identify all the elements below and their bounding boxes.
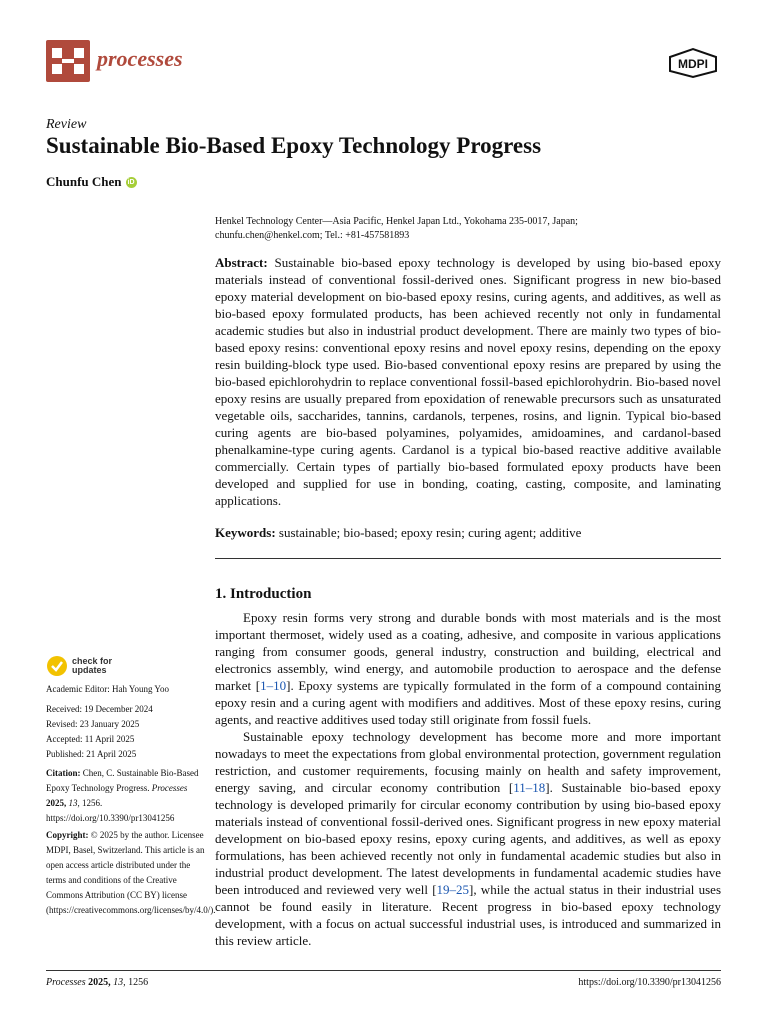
paragraph-text: ], while the actual status in their industrial uses cannot be found easily in literature. Recent progress in bio-based epoxy technology development, with a focus on actual successful industrial uses, is introduced and summarized in this review article. (215, 882, 722, 948)
author-name[interactable]: Chunfu Chen (46, 174, 122, 189)
copyright-label: Copyright: (46, 830, 89, 840)
paragraph-text: Sustainable epoxy technology development has become more and more important nowadays to meet the expectations from global environmental protection, government regulation restriction, and customer requirements, focusing mainly on health and safety improvement, energy saving, and circular economy contribution [ (215, 729, 721, 795)
check-updates-label: updates (72, 665, 107, 675)
keywords-text: sustainable; bio-based; epoxy resin; curing agent; additive (278, 525, 582, 540)
paragraph-text: ]. Sustainable bio-based epoxy technology is developed primarily for circular economy contribution by using bio-based epoxy materials instead of conventional fossil-derived ones. Significant progress in new epoxy material development on bio-based epoxy resins, epoxy curing agents, and additives, as well as epoxy formulations, has been achieved recently not only in fundamental academic studies but also in industrial product development. The latest developments in fundamental academic studies have been introduced and reviewed very well [ (215, 780, 721, 897)
keywords-label: Keywords: (215, 525, 276, 540)
keywords (215, 524, 721, 541)
abstract-label: Abstract: (215, 255, 268, 270)
copyright-text: © 2025 by the author. Licensee MDPI, Basel, Switzerland. This article is an open access article distributed under the terms and conditions of the Creative Commons Attribution (CC BY) license (https://creativecommons.org/licenses/by/4.0/). (46, 830, 216, 915)
affiliation (215, 215, 721, 243)
citation-label: Citation: (46, 768, 81, 778)
abstract-text: Sustainable bio-based epoxy technology is developed by using bio-based epoxy materials instead of conventional fossil-derived ones. Significant progress in new bio-based epoxy material development on bio-based epoxy resins, curing agents, and additives, as well as bio-based epoxy formulated products, has been achieved recently not only in fundamental academic studies but also in industrial product development. There are mainly two types of bio-based epoxy resins: conventional epoxy resins and novel epoxy resins, depending on the epoxy resin building-block type used. Bio-based conventional epoxy resins are prepared by using the bio-based epichlorohydrin to replace conventional fossil-based epichlorohydrin. Bio-based novel epoxy resins are usually prepared from epoxidation of renewable precursors such as unsaturated vegetable oils, saccharides, tannins, cardanols, terpenes, rosins, and lignin. Typical bio-based curing agents are bio-based polyamines, polyamides, amidoamines, and cardanol-based phenalkamine-type curing agents. Cardanol is a typical bio-based reactive additive available commercially. Certain types of partially bio-based formulated epoxy products have been developed and supplied for use in bonding, coating, casting, composite, and laminating applications. (215, 255, 722, 508)
citation-block (46, 766, 206, 826)
section-divider (215, 558, 721, 559)
citation-volume: 13, (68, 798, 80, 808)
orcid-icon[interactable]: iD (127, 178, 135, 186)
article-title: Sustainable Bio-Based Epoxy Technology Progress (46, 133, 542, 158)
citation-year: 2025, (46, 798, 67, 808)
revised-date: Revised: 23 January 2025 (46, 719, 140, 729)
paragraph-text: ]. Epoxy systems are typically formulated in the form of a compound containing epoxy resin and a curing agent with modifiers and additives. Most of these epoxy resins, curing agents, and reactive additives used today still originate from fossil fuels. (215, 678, 722, 727)
section-heading: 1. Introduction (215, 586, 312, 602)
paragraph (215, 609, 721, 728)
author (46, 174, 137, 190)
footer-doi-link[interactable]: https://doi.org/10.3390/pr13041256 (578, 977, 721, 988)
footer-divider (46, 970, 721, 971)
affiliation-line-2[interactable]: chunfu.chen@henkel.com; Tel.: +81-457581893 (215, 230, 410, 241)
accepted-date: Accepted: 11 April 2025 (46, 734, 135, 744)
academic-editor: Academic Editor: Hah Young Yoo (46, 684, 169, 694)
received-date: Received: 19 December 2024 (46, 704, 153, 714)
footer-journal: Processes (46, 977, 86, 988)
footer-article-number: 1256 (128, 977, 149, 988)
check-updates-icon (46, 655, 68, 677)
check-updates-label: check for (72, 656, 113, 666)
footer-volume: 13, (113, 977, 126, 988)
citation-link[interactable]: 11–18 (513, 780, 546, 795)
citation-link[interactable]: 19–25 (436, 882, 470, 897)
citation-text: Chen, C. Sustainable Bio-Based Epoxy Technology Progress. (46, 768, 199, 793)
copyright-block (46, 828, 216, 918)
footer-journal-info (46, 977, 148, 988)
journal-name[interactable]: processes (97, 46, 183, 71)
mdpi-logo-text: MDPI (678, 57, 708, 71)
published-date: Published: 21 April 2025 (46, 749, 137, 759)
publication-dates (46, 702, 206, 762)
paragraph (215, 728, 721, 949)
footer-year: 2025, (88, 977, 111, 988)
mdpi-logo-icon (666, 47, 720, 79)
abstract (215, 254, 721, 509)
introduction-body (215, 609, 721, 949)
paragraph-text: Epoxy resin forms very strong and durable bonds with most materials and is the most important thermoset, widely used as a coating, adhesive, and composite in various applications ranging from consumer goods, general industry, construction and building, electrical and electronics assembly, wind energy, and automobile production to aerospace and the defense market [ (215, 610, 721, 693)
affiliation-line-1: Henkel Technology Center—Asia Pacific, Henkel Japan Ltd., Yokohama 235-0017, Japan; (215, 216, 578, 227)
journal-logo-icon (46, 40, 90, 82)
citation-link[interactable]: 1–10 (260, 678, 287, 693)
article-type: Review (46, 117, 87, 132)
citation-journal: Processes (151, 783, 188, 793)
citation-doi[interactable]: 1256. https://doi.org/10.3390/pr13041256 (46, 798, 175, 823)
check-for-updates-button[interactable] (46, 655, 112, 677)
